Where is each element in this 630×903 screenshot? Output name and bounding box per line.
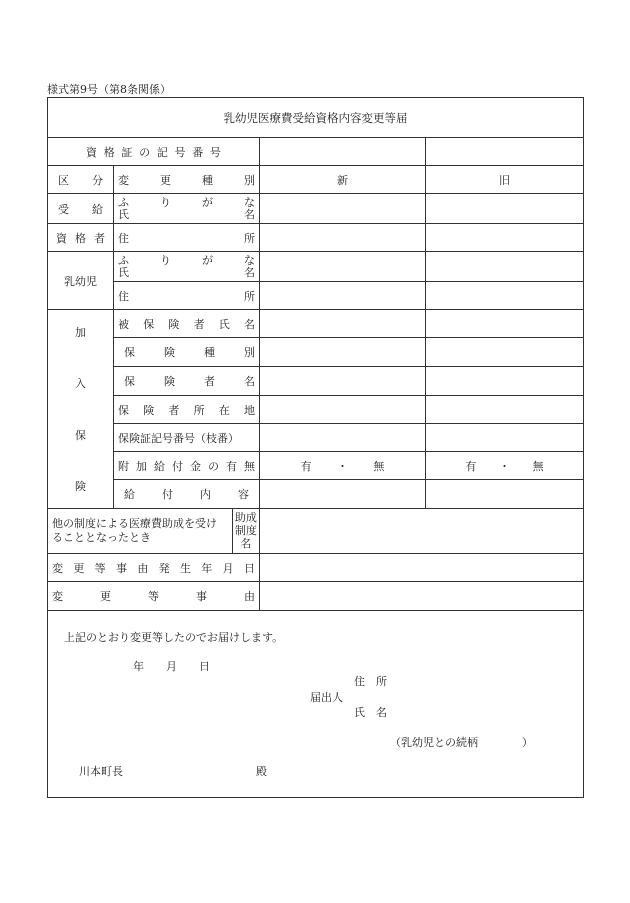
division-label-char: 区 bbox=[58, 173, 69, 187]
infant-name-char: 氏 bbox=[118, 265, 129, 279]
yes-no-old-char: ・ bbox=[498, 459, 510, 473]
change-reason-char: 由 bbox=[244, 590, 255, 603]
recipient-furigana-char: が bbox=[202, 195, 213, 209]
form-number: 様式第9号（第8条関係） bbox=[47, 83, 171, 96]
aid-system-name-char: 名 bbox=[240, 537, 252, 550]
change-type-label-char: 変 bbox=[118, 173, 129, 187]
insurer-address-char: 地 bbox=[243, 403, 255, 417]
form-title: 乳幼児医療費受給資格内容変更等届 bbox=[48, 98, 584, 138]
insurer-address-char: 険 bbox=[143, 403, 155, 417]
insurer-address-char: 者 bbox=[168, 403, 180, 417]
benefit-content-char: 容 bbox=[238, 488, 249, 501]
recipient-label-bottom-char: 資 bbox=[56, 231, 67, 245]
yes-no-new-char: 無 bbox=[373, 459, 385, 473]
additional-benefit-old-choice[interactable] bbox=[426, 452, 584, 480]
change-date-char: 更 bbox=[73, 561, 85, 575]
certificate-symbol-old-field[interactable] bbox=[426, 424, 584, 452]
additional-benefit-char: 有 bbox=[226, 459, 237, 473]
aid-system-name-label bbox=[233, 509, 259, 553]
other-system-label: 他の制度による医療費助成を受けることとなったとき bbox=[48, 509, 233, 553]
division-label-char: 分 bbox=[92, 173, 103, 187]
insurance-label-char: 険 bbox=[75, 479, 86, 493]
statement-date[interactable]: 年 月 日 bbox=[133, 660, 210, 673]
additional-benefit-char: 金 bbox=[190, 459, 201, 473]
change-reason-char: 変 bbox=[52, 590, 63, 603]
recipient-address-old-field[interactable] bbox=[426, 224, 584, 252]
recipient-address-char: 住 bbox=[118, 231, 129, 245]
infant-name-label bbox=[114, 252, 260, 282]
recipient-label-top-char: 受 bbox=[58, 202, 69, 216]
change-date-char: 由 bbox=[137, 561, 149, 575]
yes-no-new-char: ・ bbox=[336, 459, 348, 473]
change-date-char: 月 bbox=[222, 561, 234, 575]
recipient-name-char: 名 bbox=[244, 207, 255, 221]
yes-no-new-char: 有 bbox=[300, 459, 312, 473]
benefit-content-old-field[interactable] bbox=[426, 480, 584, 509]
infant-furigana-char: ふ bbox=[118, 253, 129, 267]
benefit-content-label bbox=[114, 480, 260, 509]
applicant-address-label: 住 所 bbox=[354, 675, 387, 688]
insurer-name-old-field[interactable] bbox=[426, 367, 584, 396]
change-type-label bbox=[114, 166, 260, 194]
honorific: 殿 bbox=[256, 765, 267, 778]
recipient-label-bottom-char: 者 bbox=[94, 231, 105, 245]
new-header: 新 bbox=[260, 166, 426, 194]
infant-name-old-field[interactable] bbox=[426, 252, 584, 282]
recipient-address-char: 所 bbox=[244, 231, 255, 245]
insurer-address-char: 在 bbox=[218, 403, 230, 417]
infant-furigana-char: が bbox=[202, 253, 213, 267]
insured-name-new-field[interactable] bbox=[260, 310, 426, 338]
insurer-address-char: 保 bbox=[118, 403, 129, 417]
infant-name-char: 名 bbox=[244, 265, 255, 279]
insurance-type-char: 保 bbox=[124, 346, 135, 359]
insurance-type-old-field[interactable] bbox=[426, 338, 584, 367]
change-date-field[interactable] bbox=[260, 554, 584, 582]
division-label bbox=[48, 166, 114, 194]
change-date-char: 発 bbox=[158, 561, 170, 575]
insurance-label-char: 保 bbox=[75, 428, 86, 442]
recipient-label-bottom bbox=[48, 224, 114, 252]
insured-name-label bbox=[114, 310, 260, 338]
insurance-type-char: 種 bbox=[204, 346, 215, 359]
aid-system-name-char: 成 bbox=[245, 511, 257, 524]
aid-system-name-char: 助 bbox=[234, 511, 246, 524]
aid-system-name-char: 制 bbox=[234, 524, 246, 537]
insurer-name-new-field[interactable] bbox=[260, 367, 426, 396]
infant-name-new-field[interactable] bbox=[260, 252, 426, 282]
yes-no-old-char: 有 bbox=[465, 459, 477, 473]
infant-address-new-field[interactable] bbox=[260, 282, 426, 310]
certificate-number-label-char: 資 bbox=[86, 145, 97, 159]
recipient-label-bottom-char: 格 bbox=[75, 231, 86, 245]
change-date-char: 日 bbox=[243, 561, 255, 575]
change-type-label-char: 更 bbox=[160, 173, 171, 187]
additional-benefit-char: 給 bbox=[154, 459, 165, 473]
infant-address-char: 所 bbox=[244, 289, 255, 303]
benefit-content-char: 付 bbox=[162, 488, 173, 501]
additional-benefit-char: 附 bbox=[118, 459, 129, 473]
yes-no-old-char: 無 bbox=[532, 459, 544, 473]
addressee: 川本町長 bbox=[79, 765, 123, 778]
insurer-address-new-field[interactable] bbox=[260, 396, 426, 424]
insurer-address-label bbox=[114, 396, 260, 424]
aid-system-name-char: 度 bbox=[245, 524, 257, 537]
applicant-name-label: 氏 名 bbox=[354, 706, 387, 719]
aid-system-name-field[interactable] bbox=[260, 509, 584, 554]
old-header: 旧 bbox=[426, 166, 584, 194]
infant-address-label bbox=[114, 282, 260, 310]
recipient-label-top bbox=[48, 194, 114, 224]
infant-address-old-field[interactable] bbox=[426, 282, 584, 310]
insurance-type-new-field[interactable] bbox=[260, 338, 426, 367]
insurer-name-char: 険 bbox=[164, 375, 175, 388]
change-date-char: 年 bbox=[201, 561, 213, 575]
insurance-type-char: 別 bbox=[244, 346, 255, 359]
recipient-name-old-field[interactable] bbox=[426, 194, 584, 224]
certificate-number-new-field[interactable] bbox=[260, 138, 426, 166]
other-system-row bbox=[48, 509, 260, 554]
infant-address-char: 住 bbox=[118, 289, 129, 303]
change-reason-char: 等 bbox=[148, 590, 159, 603]
infant-furigana-char: り bbox=[160, 253, 171, 267]
certificate-number-label-char: 格 bbox=[103, 145, 115, 159]
recipient-furigana-char: り bbox=[160, 195, 171, 209]
change-date-char: 変 bbox=[52, 561, 63, 575]
change-reason-label bbox=[48, 582, 260, 611]
benefit-content-char: 内 bbox=[200, 488, 211, 501]
additional-benefit-new-choice[interactable] bbox=[260, 452, 426, 480]
insurer-name-char: 者 bbox=[204, 375, 215, 388]
insured-name-char: 名 bbox=[243, 317, 255, 331]
certificate-number-label-char: 番 bbox=[192, 145, 204, 159]
certificate-number-label-char: 号 bbox=[209, 145, 221, 159]
relation-label: （乳幼児との続柄 ） bbox=[390, 736, 533, 749]
insured-name-char: 者 bbox=[193, 317, 205, 331]
insurance-label-char: 加 bbox=[75, 326, 86, 339]
change-type-label-char: 別 bbox=[244, 173, 255, 187]
change-date-label bbox=[48, 554, 260, 582]
applicant-label: 届出人 bbox=[310, 691, 343, 704]
infant-furigana-char: な bbox=[244, 253, 255, 267]
insurer-name-char: 名 bbox=[244, 375, 255, 388]
additional-benefit-label bbox=[114, 452, 260, 480]
change-date-char: 事 bbox=[115, 561, 127, 575]
certificate-number-label-char: 号 bbox=[174, 145, 186, 159]
insured-name-char: 険 bbox=[168, 317, 180, 331]
recipient-address-label bbox=[114, 224, 260, 252]
insurance-label-char: 入 bbox=[75, 377, 86, 391]
change-type-label-char: 種 bbox=[202, 173, 213, 187]
insurer-name-char: 保 bbox=[124, 375, 135, 388]
recipient-address-new-field[interactable] bbox=[260, 224, 426, 252]
recipient-furigana-char: な bbox=[244, 195, 255, 209]
insurer-address-old-field[interactable] bbox=[426, 396, 584, 424]
statement-section bbox=[48, 611, 584, 798]
change-reason-char: 事 bbox=[196, 590, 207, 603]
insured-name-char: 氏 bbox=[218, 317, 230, 331]
insurance-label bbox=[48, 310, 114, 509]
certificate-symbol-new-field[interactable] bbox=[260, 424, 426, 452]
certificate-symbol-label: 保険証記号番号（枝番） bbox=[114, 424, 260, 452]
insured-name-char: 保 bbox=[143, 317, 155, 331]
certificate-number-label-char: 記 bbox=[156, 145, 168, 159]
insurance-type-label bbox=[114, 338, 260, 367]
certificate-number-label bbox=[48, 138, 260, 166]
insurer-name-label bbox=[114, 367, 260, 396]
recipient-label-top-char: 給 bbox=[92, 202, 103, 216]
recipient-furigana-char: ふ bbox=[118, 195, 129, 209]
additional-benefit-char: 付 bbox=[172, 459, 183, 473]
certificate-number-old-field[interactable] bbox=[426, 138, 584, 166]
additional-benefit-char: 加 bbox=[136, 459, 147, 473]
benefit-content-char: 給 bbox=[124, 488, 135, 501]
change-date-char: 等 bbox=[94, 561, 106, 575]
certificate-number-label-char: 証 bbox=[121, 145, 133, 159]
additional-benefit-char: の bbox=[208, 459, 219, 473]
recipient-name-char: 氏 bbox=[118, 207, 129, 221]
additional-benefit-char: 無 bbox=[244, 459, 255, 473]
certificate-number-label-char: の bbox=[139, 145, 151, 159]
change-reason-field[interactable] bbox=[260, 582, 584, 611]
statement-text: 上記のとおり変更等したのでお届けします。 bbox=[64, 631, 284, 644]
recipient-name-label bbox=[114, 194, 260, 224]
infant-label: 乳幼児 bbox=[48, 252, 114, 310]
change-notification-form bbox=[47, 97, 584, 798]
insurance-type-char: 険 bbox=[164, 346, 175, 359]
recipient-name-new-field[interactable] bbox=[260, 194, 426, 224]
change-reason-char: 更 bbox=[100, 590, 111, 603]
insured-name-old-field[interactable] bbox=[426, 310, 584, 338]
benefit-content-new-field[interactable] bbox=[260, 480, 426, 509]
insured-name-char: 被 bbox=[118, 317, 129, 331]
insurer-address-char: 所 bbox=[193, 403, 205, 417]
change-date-char: 生 bbox=[179, 561, 191, 575]
